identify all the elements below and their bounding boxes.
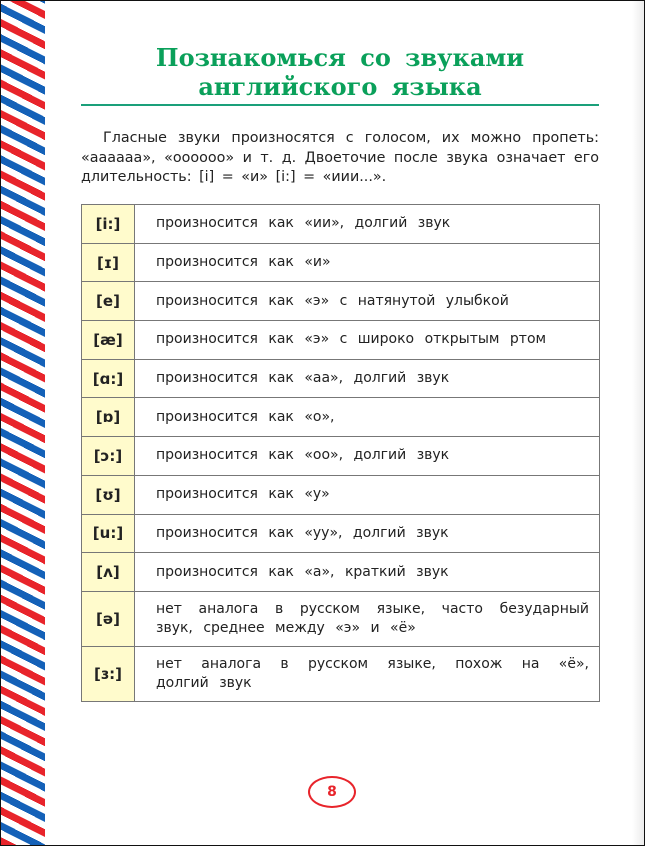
page-title [81, 43, 599, 101]
page-number: 8 [308, 776, 356, 808]
table-row [82, 243, 600, 282]
sound-description: произносится как «оо», долгий звук [135, 437, 600, 476]
sound-description: произносится как «э» с натянутой улыбкой [135, 282, 600, 321]
table-row [82, 591, 600, 646]
sound-symbol: [æ] [82, 321, 135, 360]
sound-symbol: [ɒ] [82, 398, 135, 437]
table-row [82, 359, 600, 398]
sound-symbol: [e] [82, 282, 135, 321]
sound-symbol: [ɑ:] [82, 359, 135, 398]
table-row [82, 282, 600, 321]
title-line-2: английского языка [198, 72, 482, 101]
table-row [82, 398, 600, 437]
table-row [82, 646, 600, 701]
page-edge-shade [632, 1, 644, 845]
sound-symbol: [ə] [82, 591, 135, 646]
sound-description: произносится как «о», [135, 398, 600, 437]
title-line-1: Познакомься со звуками [155, 43, 525, 72]
sound-description: произносится как «аа», долгий звук [135, 359, 600, 398]
table-row [82, 514, 600, 553]
intro-paragraph [81, 129, 599, 188]
decorative-stripe-border [1, 1, 45, 845]
table-row [82, 321, 600, 360]
sound-symbol: [ʊ] [82, 475, 135, 514]
sound-symbol: [ɔ:] [82, 437, 135, 476]
table-row [82, 437, 600, 476]
sound-description: произносится как «уу», долгий звук [135, 514, 600, 553]
title-divider [81, 104, 599, 106]
sound-description: произносится как «и» [135, 243, 600, 282]
sound-description: произносится как «у» [135, 475, 600, 514]
sound-description: произносится как «ии», долгий звук [135, 205, 600, 244]
table-row [82, 553, 600, 592]
table-row [82, 205, 600, 244]
sound-description: нет аналога в русском языке, похож на «ё», долгий звук [135, 646, 600, 701]
sound-description: нет аналога в русском языке, часто безударный звук, среднее между «э» и «ё» [135, 591, 600, 646]
sound-symbol: [u:] [82, 514, 135, 553]
sound-description: произносится как «а», краткий звук [135, 553, 600, 592]
vowel-sounds-table [81, 204, 600, 702]
table-row [82, 475, 600, 514]
sound-symbol: [ʌ] [82, 553, 135, 592]
sound-symbol: [i:] [82, 205, 135, 244]
sound-symbol: [ɜ:] [82, 646, 135, 701]
intro-text: Гласные звуки произносятся с голосом, их можно пропеть: «аааааа», «оооооо» и т. д. Двоеточие после звука означает его длительность: [i] = «и» [i:] = «иии...». [81, 130, 599, 185]
sound-description: произносится как «э» с широко открытым ртом [135, 321, 600, 360]
sound-symbol: [ɪ] [82, 243, 135, 282]
